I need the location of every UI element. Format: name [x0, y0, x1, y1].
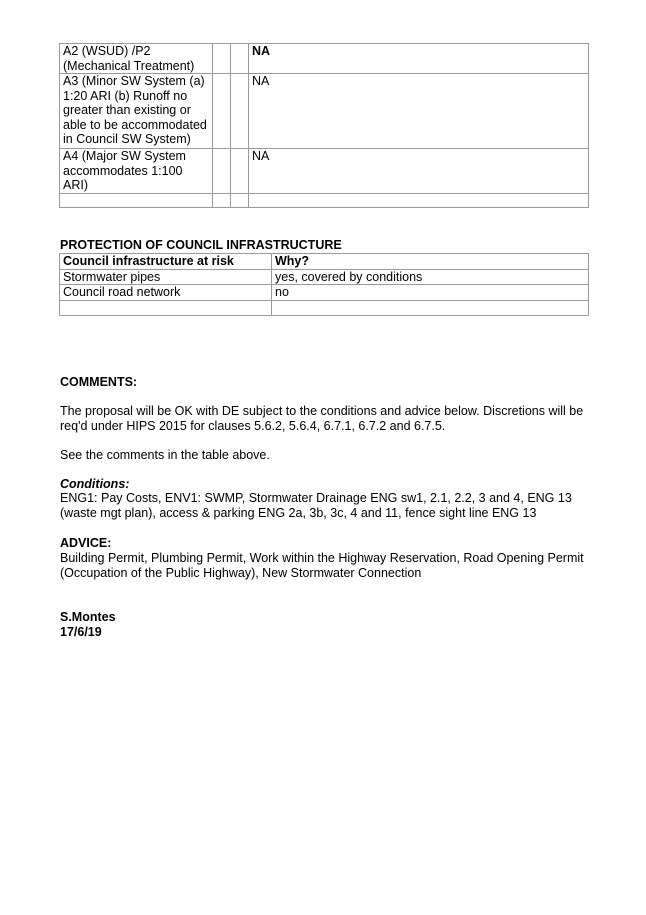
comments-note: See the comments in the table above. [60, 448, 270, 462]
table-row [60, 269, 589, 285]
criteria-col2 [213, 149, 231, 194]
signature-date: 17/6/19 [60, 625, 102, 639]
criteria-label [60, 193, 213, 207]
criteria-value: NA [249, 149, 589, 194]
infrastructure-cell [60, 300, 272, 315]
criteria-col3 [231, 149, 249, 194]
criteria-value: NA [249, 74, 589, 149]
table-row [60, 74, 589, 149]
criteria-value [249, 193, 589, 207]
criteria-value: NA [249, 44, 589, 74]
protection-heading: PROTECTION OF COUNCIL INFRASTRUCTURE [60, 238, 342, 252]
criteria-col2 [213, 193, 231, 207]
why-cell: no [272, 285, 589, 301]
protection-table [59, 253, 589, 316]
criteria-col2 [213, 44, 231, 74]
table-row [60, 193, 589, 207]
conditions-text: ENG1: Pay Costs, ENV1: SWMP, Stormwater Drainage ENG sw1, 2.1, 2.2, 3 and 4, ENG 13 (waste mgt plan), access & parking ENG 2a, 3b, 3c, 4 and 11, fence sight line ENG 13 [60, 491, 572, 520]
table-header-row [60, 254, 589, 270]
signature-name: S.Montes [60, 610, 116, 624]
table-row [60, 149, 589, 194]
infrastructure-cell: Council road network [60, 285, 272, 301]
advice-text: Building Permit, Plumbing Permit, Work within the Highway Reservation, Road Opening Permit (Occupation of the Public Highway), New Stormwater Connection [60, 551, 584, 580]
header-infrastructure: Council infrastructure at risk [60, 254, 272, 270]
advice-heading: ADVICE: [60, 536, 112, 550]
header-why: Why? [272, 254, 589, 270]
criteria-col3 [231, 193, 249, 207]
why-cell: yes, covered by conditions [272, 269, 589, 285]
table-row [60, 44, 589, 74]
infrastructure-cell: Stormwater pipes [60, 269, 272, 285]
criteria-col3 [231, 74, 249, 149]
table-row [60, 300, 589, 315]
comments-heading: COMMENTS: [60, 375, 138, 389]
why-cell [272, 300, 589, 315]
criteria-col3 [231, 44, 249, 74]
table-row [60, 285, 589, 301]
criteria-label: A4 (Major SW System accommodates 1:100 ARI) [60, 149, 213, 194]
design-criteria-table [59, 43, 589, 208]
criteria-label: A2 (WSUD) /P2 (Mechanical Treatment) [60, 44, 213, 74]
conditions-heading: Conditions: [60, 477, 130, 491]
comments-paragraph: The proposal will be OK with DE subject to the conditions and advice below. Discretions will be req'd under HIPS 2015 for clauses 5.6.2, 5.6.4, 6.7.1, 6.7.2 and 6.7.5. [60, 404, 584, 433]
criteria-label: A3 (Minor SW System (a) 1:20 ARI (b) Runoff no greater than existing or able to be accommodated in Council SW System) [60, 74, 213, 149]
criteria-col2 [213, 74, 231, 149]
